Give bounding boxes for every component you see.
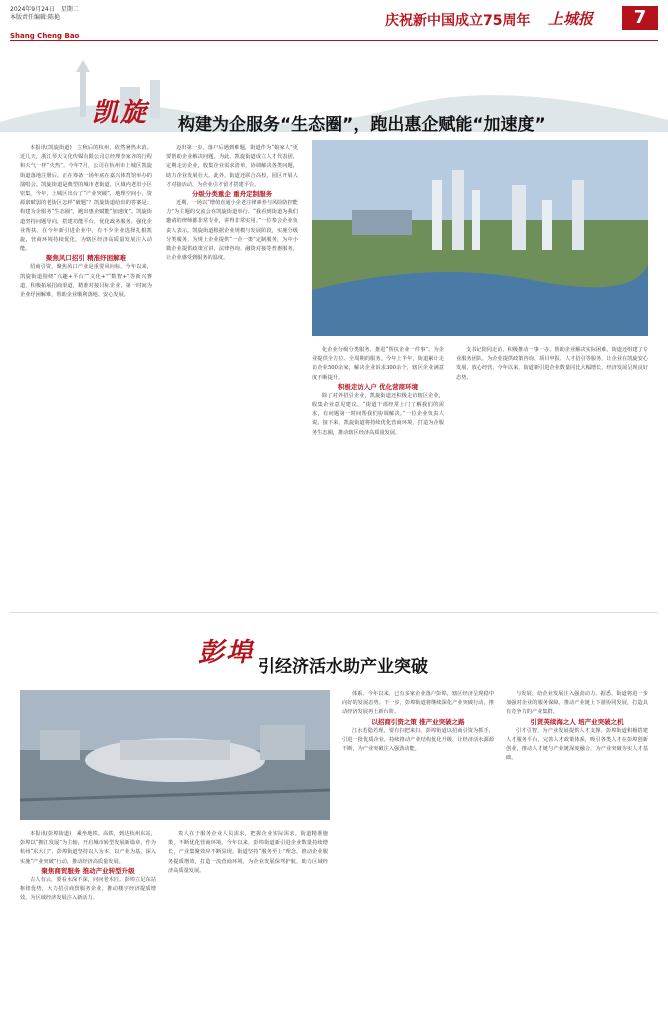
article1-subhead1: 聚焦风口招引 精准纾困解难 bbox=[45, 254, 127, 263]
article2-subhead2: 以招商引资之策 推产业突破之路 bbox=[371, 717, 465, 726]
article-divider bbox=[10, 612, 658, 613]
header-brand: Shang Cheng Bao bbox=[10, 32, 80, 40]
article2-col1b-text: 古人有云，要看水深不深，问问老木匠。彭埠立足东站枢纽优势，大力招引商贸服务企业，推动楼宇经济提质增效，为区域经济发展注入新活力。 bbox=[20, 876, 156, 902]
newspaper-logo: 上城报 bbox=[548, 10, 594, 28]
article1-col3b-text: 除了对外招引企业，凯旋街道还积极走访辖区企业，收集企业意见建议。“街道干部经常上门了解我们的需求，有问题第一时间帮我们协调解决。”一位企业负责人说。接下来，凯旋街道将持续优化营商环境，打造为企服务生态圈，推动辖区经济高质量发展。 bbox=[312, 392, 444, 436]
article2-subhead1: 聚焦商贸服务 推动产业转型升级 bbox=[41, 866, 135, 875]
article1-lead-char: 凯旋 bbox=[92, 98, 149, 128]
article1-col3-text: 化企业分级分类服务，推进“帮扶企业一件事”，为企业提供全方位、全周期的服务。今年上半年，街道累计走访企业500余家，解决企业诉求300余个，辖区企业满意度不断提升。 bbox=[312, 347, 444, 381]
article2-col3-text: 体系。今年以来，已有多家企业落户彭埠，辖区经济呈现稳中向好的发展态势。下一步，彭埠街道将继续深化产业突破行动，推动经济发展再上新台阶。 bbox=[342, 691, 494, 716]
article1-col2 bbox=[166, 144, 298, 604]
article2-col2 bbox=[168, 830, 328, 1020]
article2-col4-text: 与发展、给企业发展注入强劲动力。据悉，街道将进一步加强对企业的服务保障，推动产业链上下游协同发展，打造具有竞争力的产业集群。 bbox=[506, 691, 648, 716]
article1-photo bbox=[312, 140, 648, 336]
article1-subhead2: 分级分类重企 重舟定制服务 bbox=[191, 190, 273, 199]
header-rule bbox=[10, 40, 658, 41]
article1-col1b-text: 招商引资，聚焦风口产业是重要风向标。今年以来，凯旋街道围绕“兴趣+平台”“文化+”“数智+”等新兴赛道，积极拓展招商渠道，精准对接目标企业，第一时间为企业纾困解难，帮助企业顺利落地、安心发展。 bbox=[20, 264, 152, 299]
header-meta bbox=[10, 6, 79, 22]
header-editor: 本版责任编辑:陈艳 bbox=[10, 14, 61, 21]
article2-title: 引经济活水助产业突破 bbox=[258, 657, 428, 677]
article2-col1-text: 本报讯(彭埠街道) 乘坐地铁、高铁，到达杭州东站，彭埠以“拥江发展”为主轴，开启城市转型发展新篇章。作为杭州“东大门”，彭埠街道坚持以人为本、以产业为基，深入实施“产业突破”行动，推动经济高质量发展。 bbox=[20, 831, 156, 865]
article1-col1 bbox=[20, 144, 152, 604]
page-header bbox=[0, 0, 668, 52]
article1-subhead3: 积极走访入户 优化营商环境 bbox=[337, 382, 419, 391]
header-title: 庆祝新中国成立75周年 bbox=[385, 13, 531, 29]
article2-subhead3: 引贤英续海之人 培产业突破之机 bbox=[530, 717, 624, 726]
article2-col4 bbox=[506, 690, 648, 1020]
article2-lead-char: 彭埠 bbox=[198, 638, 255, 668]
article1-title: 构建为企服务“生态圈”，跑出惠企赋能“加速度” bbox=[178, 115, 546, 135]
article2-col3 bbox=[342, 690, 494, 1020]
article2-col1 bbox=[20, 830, 156, 1020]
article1-col4 bbox=[456, 346, 648, 574]
article1-col2-text: 迈出第一步。落户后遇到难题，街道作为“娘家人”更要帮助企业解决问题。为此，凯旋街道成立人才代表团，定期走访企业，收集企业需求清单，协调解决各类问题，助力企业发展壮大。此外，街道还联合高校、园区开展人才对接活动，为企业引才留才搭建平台。 bbox=[166, 145, 298, 188]
article2-col2-text: 贵人在于服务企业人员需求，把握企业实际需求，街道精准施策，不断优化营商环境。今年以来，彭埠街道新引进企业数量持续增长，产业集聚效应不断显现。街道坚持“服务至上”理念，推动企业服务提质增效，打造一流营商环境，为企业发展保驾护航，助力区域经济高质量发展。 bbox=[168, 831, 328, 874]
header-date: 2024年9月24日 星期二 bbox=[10, 6, 79, 13]
article1-col1-text: 本报讯(凯旋街道) 立秋后的杭州，依然暑热未消。近几天，浙江琴天文化传媒有限公司总经理李家齐的行程和天气一样“火热”。今年7月，公司在杭州市上城区凯旋街道落地注册后，正在筹备一场年底在嘉兴体育馆举办的演唱会。凯旋街道是典型的城市老街道，区域内老旧小区密集。今年，上城区出台了“产业突破”，地理空间小、资源禀赋弱的老街区怎样“破题”？凯旋街道给出的答案是：构建为企服务“生态圈”，跑出惠企赋能“加速度”。凯旋街道坚持问题导向，搭建功能平台，优化政务服务，强化企业帮扶，在今年新引进企业中，有不少企业选择扎根凯旋，营商环境持续优化，为辖区经济高质量发展注入动能。 bbox=[20, 145, 152, 253]
article2-photo bbox=[20, 690, 330, 820]
article1-col4-text: 支书记陪同走访，积极推动一事一办，帮助企业解决实际困难。街道还组建了专业服务团队，为企业提供政策咨询、项目申报、人才招引等服务，让企业在凯旋安心发展、放心经营。今年以来，街道新引进企业数量同比大幅增长，经济发展呈现良好态势。 bbox=[456, 347, 648, 381]
page-number: 7 bbox=[622, 6, 658, 30]
article1-col3 bbox=[312, 346, 444, 574]
article1-col2b-text: 近期，一场以“增值直通小企老注律素养与风险防控能力”为主题的交流会在凯旋街道举行。“我看到街道为我们邀请的律师都非常专业，讲得非常实用。”一位参会企业负责人表示。凯旋街道根据企业规模与发展阶段，实施分级分类服务，为规上企业提供“一企一策”定制服务，为中小微企业提供政策宣讲、法律咨询、融资对接等普惠服务，让企业感受到服务的温度。 bbox=[166, 200, 298, 262]
article2-col4b-text: 引才引智，为产业发展提供人才支撑。彭埠街道积极搭建人才服务平台，完善人才政策体系，吸引各类人才在彭埠创新创业，推动人才链与产业链深度融合，为产业突破夯实人才基础。 bbox=[506, 727, 648, 762]
article2-col3b-text: 江水若隐若现，要有扫把来扫。彭埠街道以招商引资为抓手，引进一批优质企业，持续推动产业结构优化升级，让经济活水源源不断，为产业突破注入强劲动能。 bbox=[342, 727, 494, 753]
